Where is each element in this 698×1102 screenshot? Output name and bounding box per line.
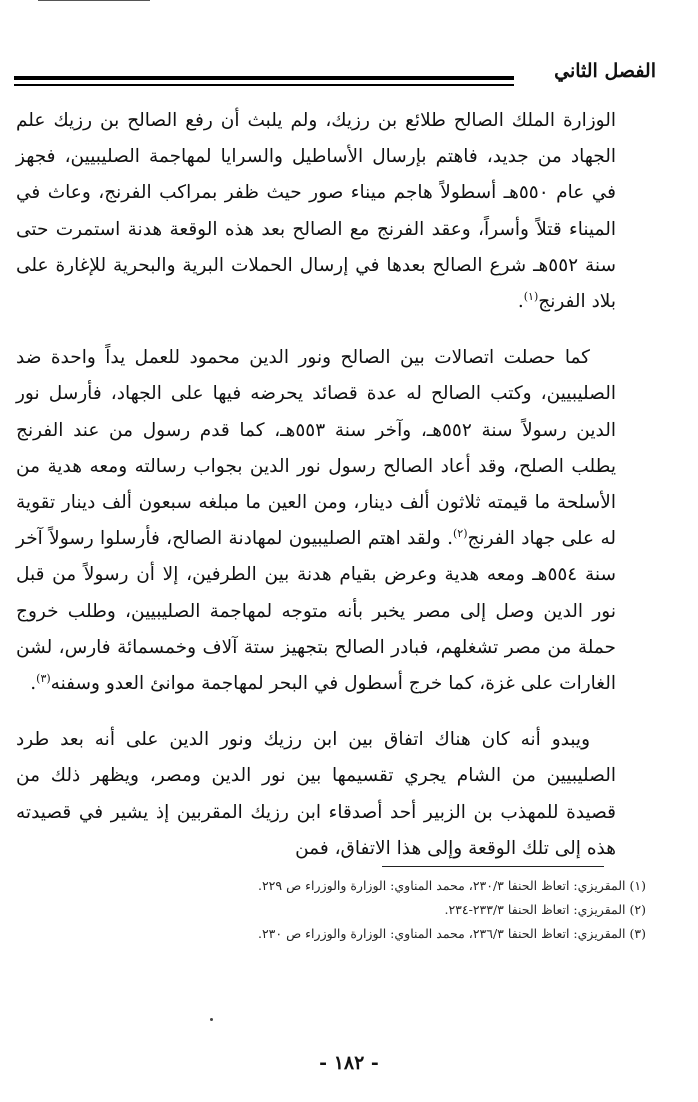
paragraph-3: ويبدو أنه كان هناك اتفاق بين ابن رزيك ونور الدين على أنه بعد طرد الصليبيين من الشام يجري تقسيمها بين نور الدين ومصر، ويظهر ذلك من قصيدة للمهذب بن الزبير أحد أصدقاء ابن رزيك المقربين إذ يشير في قصيدته هذه إلى تلك الوقعة وإلى هذا الاتفاق، فمن	[16, 729, 617, 859]
footnote-separator	[382, 866, 604, 867]
page-number: - ١٨٢ -	[319, 1052, 379, 1074]
paragraph-2-end: .	[30, 673, 37, 695]
chapter-title: الفصل الثاني	[554, 60, 656, 82]
footnote-3: (٣) المقريزي: اتعاظ الحنفا ٢٣٦/٣، محمد المناوي: الوزارة والوزراء ص ٢٣٠.	[257, 926, 646, 941]
paragraph-1	[16, 103, 616, 320]
footnote-ref-1: (١)	[523, 289, 539, 303]
footnote-2: (٢) المقريزي: اتعاظ الحنفا ٢٣٣/٣-٢٣٤.	[444, 902, 646, 917]
paragraph-1-end: .	[517, 291, 524, 313]
footnotes	[210, 874, 646, 946]
header-rule-thick	[14, 76, 514, 80]
footnote-ref-2: (٢)	[452, 527, 468, 541]
header-rule-thin	[14, 84, 514, 86]
body-text	[16, 103, 616, 867]
paragraph-2	[16, 340, 616, 702]
paragraph-2-text-b: . ولقد اهتم الصليبيون لمهادنة الصالح، فأرسلوا رسولاً آخر سنة ٥٥٤هـ ومعه هدية وعرض بقيام هدنة بين الطرفين، إلا أن رسولاً من قبل نور الدين وصل إلى مصر يخبر بأنه متوجه لمهاجمة الصليبيين، وطلب خروج حملة من مصر تشغلهم، فبادر الصالح بتجهيز ستة آلاف وخمسمائة فارس، لشن الغارات على غزة، كما خرج أسطول في البحر لمهاجمة موانئ العدو وسفنه	[16, 528, 616, 695]
footnote-1: (١) المقريزي: اتعاظ الحنفا ٢٣٠/٣، محمد المناوي: الوزارة والوزراء ص ٢٢٩.	[257, 878, 646, 893]
paragraph-1-text: الوزارة الملك الصالح طلائع بن رزيك، ولم يلبث أن رفع الصالح بن رزيك علم الجهاد من جديد، فاهتم بإرسال الأساطيل والسرايا لمهاجمة الصليبيين، فجهز في عام ٥٥٠هـ أسطولاً هاجم ميناء صور حيث ظفر بمراكب الفرنج، وعاث في الميناء قتلاً وأسراً، وعقد الفرنج مع الصالح بعد هذه الوقعة هدنة استمرت حتى سنة ٥٥٢هـ شرع الصالح بعدها في إرسال الحملات البرية والبحرية للإغارة على بلاد الفرنج	[16, 110, 616, 313]
footnote-ref-3: (٣)	[36, 671, 51, 685]
running-header	[0, 58, 698, 94]
top-edge-rule	[38, 0, 150, 1]
paragraph-2-text-a: كما حصلت اتصالات بين الصالح ونور الدين محمود للعمل يداً واحدة ضد الصليبيين، وكتب الصالح له عدة قصائد يحرضه فيها على الجهاد، فأرسل نور الدين رسولاً سنة ٥٥٢هـ، وآخر سنة ٥٥٣هـ، كما قدم رسول من عند الفرنج يطلب الصلح، وقد أعاد الصالح رسول نور الدين بجواب رسالته ومعه هدية من الأسلحة ما قيمته ثلاثون ألف دينار، ومن العين ما مبلغه سبعون ألف دينار تقوية له على جهاد الفرنج	[16, 347, 616, 550]
scan-speck	[210, 1018, 213, 1021]
